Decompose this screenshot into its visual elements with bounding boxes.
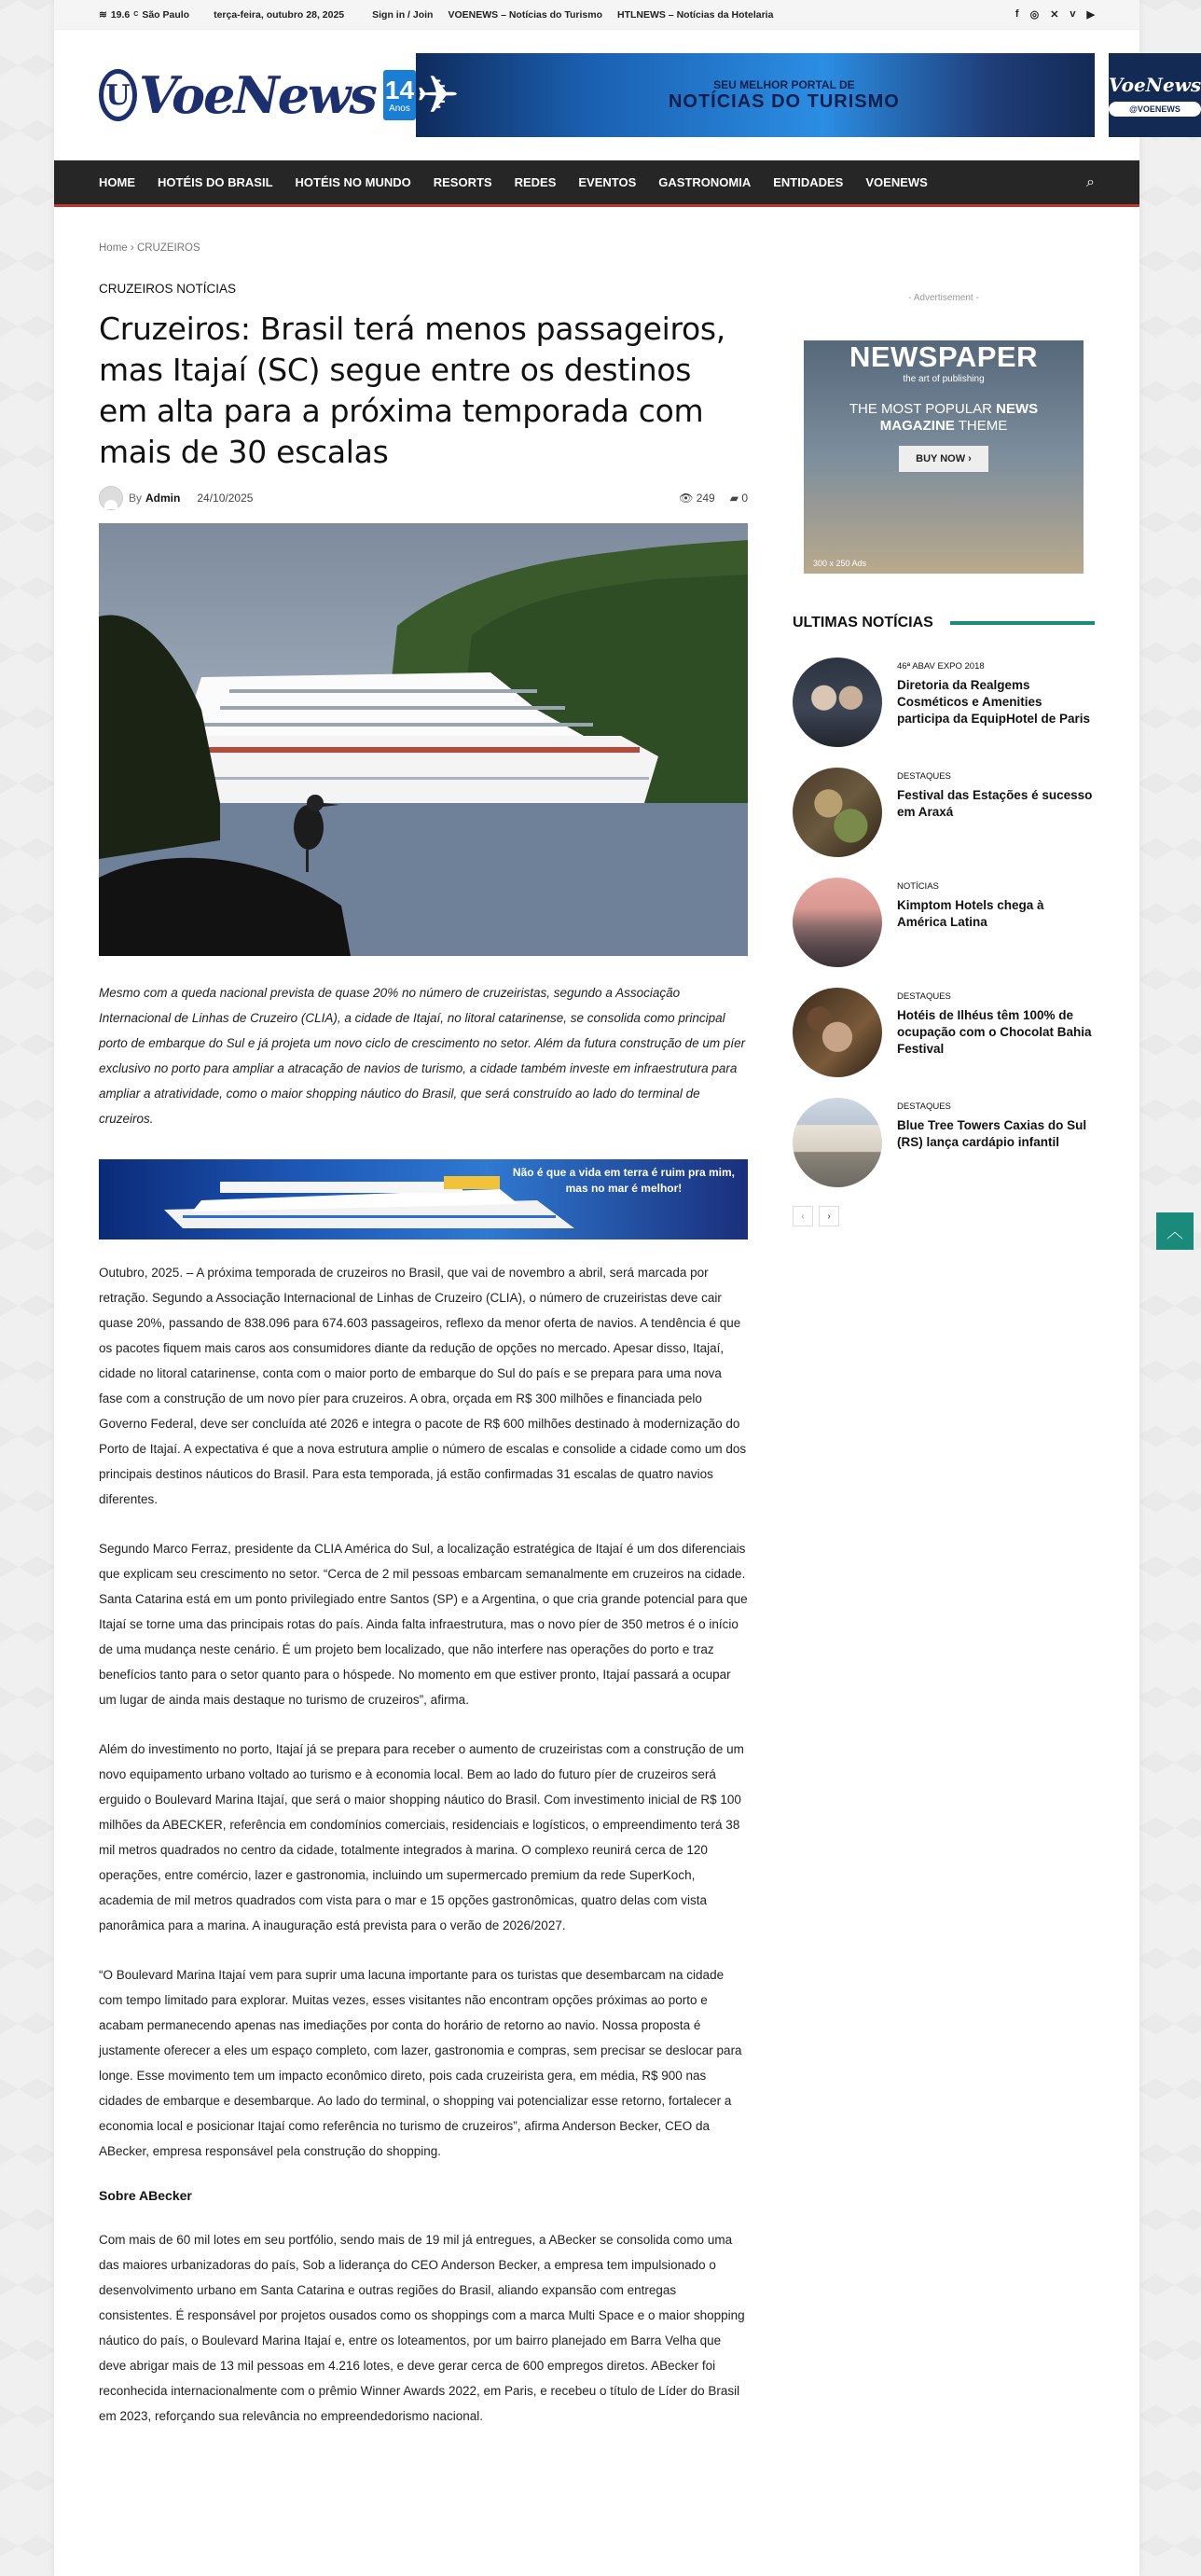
breadcrumb-home[interactable]: Home — [99, 242, 128, 254]
promo-line1: Não é que a vida em terra é ruim pra mim, — [512, 1166, 735, 1179]
promo-line2: mas no mar é melhor! — [565, 1182, 683, 1195]
avatar[interactable] — [99, 486, 123, 510]
latest-news-header — [793, 615, 1095, 631]
page — [54, 0, 1201, 2576]
promo-banner[interactable] — [99, 1159, 748, 1240]
next-page-button[interactable]: › — [819, 1206, 839, 1226]
news-thumbnail[interactable] — [793, 768, 882, 857]
paragraph-2: Segundo Marco Ferraz, presidente da CLIA América do Sul, a localização estratégica de Itajaí é um dos diferenciais que explicam seu crescimento no setor. “Cerca de 2 mil pessoas embarcam semanalmente em cruzeiros na cidade. Santa Catarina está em um ponto privilegiado entre Santos (SP) e a Argentina, o que cria grande potencial para que Itajaí se torne uma das principais rotas do país. Ainda falta infraestrutura, mas o novo píer de 350 metros é o início de uma mudança neste cenário. É um projeto bem localizado, que não interfere nas operações do porto e traz benefícios tanto para o setor quanto para o hóspede. No momento em que estiver pronto, Itajaí passará a ocupar um lugar de ainda mais destaque no turismo de cruzeiros”, afirma. — [99, 1542, 748, 1707]
banner-subtitle: SEU MELHOR PORTAL DE — [713, 77, 855, 91]
eye-icon: 👁 — [679, 492, 694, 505]
ad-tag-bold: NEWS — [996, 401, 1039, 417]
weather-unit: C — [133, 11, 139, 18]
article-meta — [99, 486, 748, 510]
author-link[interactable]: Admin — [145, 492, 181, 505]
article-column — [99, 207, 748, 2429]
paragraph-3: Além do investimento no porto, Itajaí já se prepara para receber o aumento de cruzeiristas com a construção de um novo equipamento urbano voltado ao turismo e à economia local. Bem ao lado do futuro píer de cruzeiros será erguido o Boulevard Marina Itajaí, que será o maior shopping náutico do Brasil. Com investimento inicial de R$ 100 milhões da ABECKER, referência em condomínios comerciais, residenciais e logísticos, o empreendimento terá 38 mil metros quadrados no centro da cidade, totalmente integrados à marina. O complexo reunirá cerca de 120 operações, entre comércio, lazer e gastronomia, incluindo um supermercado premium da rede SuperKoch, academia de mil metros quadrados com vista para o mar e 15 opções gastronômicas, quatro delas com vista panorâmica para a marina. A inauguração está prevista para o verão de 2026/2027. — [99, 1742, 744, 1932]
news-category[interactable]: DESTAQUES — [897, 1101, 951, 1112]
breadcrumb — [99, 242, 748, 254]
news-pager — [793, 1206, 1095, 1226]
sidebar — [793, 207, 1095, 2429]
badge-label: Anos — [389, 103, 410, 114]
article-lead: Mesmo com a queda nacional prevista de quase 20% no número de cruzeiristas, segundo a Associação Internacional de Linhas de Cruzeiro (CLIA), a cidade de Itajaí, no litoral catarinense, se consolida como principal porto de embarque do Sul e já projeta um novo ciclo de crescimento no setor. Além da futura construção de um píer exclusivo no porto para ampliar a atracação de navios de turismo, a cidade também investe em infraestrutura para ampliar a atratividade, como o maior shopping náutico do Brasil, que será construído ao lado do terminal de cruzeiros. — [99, 986, 746, 1126]
ad-tagline — [804, 401, 1084, 435]
views-value: 249 — [696, 492, 715, 505]
weather-temp: 19.6 — [110, 8, 131, 21]
by-label: By — [129, 492, 143, 505]
paragraph-4: “O Boulevard Marina Itajaí vem para suprir uma lacuna importante para os turistas que desembarcam na cidade com tempo limitado para explorar. Muitas vezes, esses visitantes não encontram opções próximas ao porto e acabam permanecendo apenas nas imediações por conta do horário de retorno ao navio. Nossa proposta é justamente oferecer a eles um espaço completo, com lazer, gastronomia e compras, sem precisar se deslocar para longe. Esse movimento tem um impacto econômico direto, pois cada cruzeirista gera, em média, R$ 900 nas cidades de embarque e desembarque. Ao lado do terminal, o shopping vai potencializar esse retorno, fortalecer a economia local e posicionar Itajaí como referência no turismo de cruzeiros”, afirma Anderson Becker, CEO da ABecker, empresa responsável pela construção do shopping. — [99, 1968, 742, 2158]
badge-number: 14 — [384, 75, 415, 104]
ad-size: 300 x 250 Ads — [813, 559, 867, 568]
nav-redes[interactable]: REDES — [514, 175, 557, 189]
latest-news-divider — [950, 621, 1095, 625]
weather-widget — [99, 9, 189, 21]
search-icon[interactable]: ⌕ — [1086, 173, 1095, 190]
article-category[interactable]: CRUZEIROS NOTÍCIAS — [99, 282, 237, 296]
news-category[interactable]: DESTAQUES — [897, 991, 951, 1002]
news-thumbnail[interactable] — [793, 1098, 882, 1187]
banner-title: NOTÍCIAS DO TURISMO — [668, 90, 900, 112]
ad-tag-part3: THEME — [958, 418, 1008, 434]
chevron-right-icon: › — [968, 453, 972, 464]
news-thumbnail[interactable] — [793, 878, 882, 967]
views-count — [679, 492, 715, 505]
paragraph-5: Com mais de 60 mil lotes em seu portfólio, sendo mais de 19 mil já entregues, a ABecker se consolida como uma das maiores urbanizadoras do país, Sob a liderança do CEO Anderson Becker, a empresa tem impulsionado o desenvolvimento urbano em Santa Catarina e outras regiões do Brasil, aliando expansão com entregas consistentes. É responsável por projetos ousados como os shoppings com a marca Multi Space e o maior shopping náutico do país, o Boulevard Marina Itajaí e, entre os loteamentos, por um bairro planejado em Barra Velha que deve abrigar mais de 13 mil pessoas em 4.216 lotes, e deve gerar cerca de 600 empregos diretos. ABecker foi reconhecida internacionalmente com o prêmio Winner Awards 2022, em Paris, e recebeu o título de Líder do Brasil em 2023, reforçando sua relevância no empreendedorismo nacional. — [99, 2233, 745, 2423]
news-thumbnail[interactable] — [793, 988, 882, 1077]
back-to-top-button[interactable] — [1156, 1212, 1194, 1250]
news-title[interactable]: Hotéis de Ilhéus têm 100% de ocupação com o Chocolat Bahia Festival — [897, 1008, 1092, 1056]
list-item[interactable] — [793, 878, 1095, 967]
ad-subtitle: the art of publishing — [903, 374, 985, 384]
logo-mark: U — [99, 69, 137, 121]
airplane-icon: ✈ — [416, 65, 460, 124]
site-header — [54, 30, 1201, 160]
news-title[interactable]: Diretoria da Realgems Cosméticos e Amenities participa da EquipHotel de Paris — [897, 678, 1091, 726]
ad-buy-label: BUY NOW — [916, 453, 966, 464]
paragraph-1: Outubro, 2025. – A próxima temporada de cruzeiros no Brasil, que vai de novembro a abril, será marcada por retração. Segundo a Associação Internacional de Linhas de Cruzeiro (CLIA), o número de cruzeiristas deve cair quase 20%, passando de 838.096 para 674.603 passageiros, reflexo da menor oferta de navios. A tendência é que os pacotes fiquem mais caros aos consumidores diante da redução de opções no mercado. Apesar disso, Itajaí, cidade no litoral catarinense, conta com o maior porto de embarque do Sul do país e se prepara para uma nova fase com a construção de um novo píer para cruzeiros. A obra, orçada em R$ 300 milhões e financiada pelo Governo Federal, deve ser concluída até 2026 e integra o pacote de R$ 600 milhões destinado à modernização do Porto de Itajaí. A expectativa é que a nova estrutura amplie o número de escalas e consolide a cidade como um dos principais destinos náuticos do Brasil. Para esta temporada, já estão confirmadas 31 escalas de quatro navios diferentes. — [99, 1266, 747, 1506]
news-category[interactable]: DESTAQUES — [897, 771, 951, 782]
list-item[interactable] — [793, 658, 1095, 747]
nav-home[interactable]: HOME — [99, 175, 135, 189]
current-date: terça-feira, outubro 28, 2025 — [214, 8, 345, 21]
weather-city: São Paulo — [142, 8, 190, 21]
news-title[interactable]: Festival das Estações é sucesso em Araxá — [897, 788, 1093, 819]
nav-hoteis-mundo[interactable]: HOTÉIS NO MUNDO — [295, 175, 411, 189]
latest-news-title: ULTIMAS NOTÍCIAS — [793, 615, 933, 630]
nav-gastronomia[interactable]: GASTRONOMIA — [658, 175, 752, 189]
ad-label: - Advertisement - — [908, 293, 979, 303]
section-heading-abecker: Sobre ABecker — [99, 2188, 192, 2203]
news-thumbnail[interactable] — [793, 658, 882, 747]
news-category[interactable]: 46ª ABAV EXPO 2018 — [897, 661, 985, 672]
news-category[interactable]: NOTÍCIAS — [897, 881, 939, 892]
facebook-icon[interactable]: f — [1015, 8, 1019, 20]
breadcrumb-current[interactable]: CRUZEIROS — [136, 242, 200, 254]
youtube-icon[interactable]: ▶ — [1086, 9, 1095, 21]
chevron-up-icon: ︿ — [1166, 1223, 1183, 1241]
news-title[interactable]: Blue Tree Towers Caxias do Sul (RS) lança cardápio infantil — [897, 1118, 1087, 1149]
news-title[interactable]: Kimptom Hotels chega à América Latina — [897, 898, 1044, 929]
x-twitter-icon[interactable]: ✕ — [1050, 9, 1059, 21]
weather-icon: ≋ — [99, 8, 107, 21]
breadcrumb-separator: › — [130, 242, 134, 254]
ad-tag-part2: MAGAZINE — [879, 418, 955, 434]
top-bar — [54, 0, 1139, 30]
list-item[interactable] — [793, 988, 1095, 1077]
sidebar-ad[interactable] — [804, 340, 1084, 574]
banner-brand: VoeNews — [1108, 74, 1201, 96]
latest-news-list — [793, 658, 1095, 1187]
main-nav — [54, 160, 1139, 207]
nav-resorts[interactable]: RESORTS — [433, 175, 492, 189]
banner-handle: @VOENEWS — [1109, 102, 1201, 117]
comments-count[interactable] — [730, 492, 748, 505]
article-date: 24/10/2025 — [197, 492, 254, 505]
nav-eventos[interactable]: EVENTOS — [578, 175, 637, 189]
nav-entidades[interactable]: ENTIDADES — [773, 175, 844, 189]
header-banner[interactable] — [416, 53, 1201, 137]
htlnews-link[interactable]: HTLNEWS – Notícias da Hotelaria — [616, 8, 774, 21]
nav-hoteis-brasil[interactable]: HOTÉIS DO BRASIL — [158, 175, 273, 189]
voenews-link[interactable]: VOENEWS – Notícias do Turismo — [448, 8, 602, 21]
anniversary-badge — [383, 70, 416, 120]
ad-tag-part1: THE MOST POPULAR — [849, 401, 992, 417]
list-item[interactable] — [793, 1098, 1095, 1187]
nav-voenews[interactable]: VOENEWS — [865, 175, 928, 189]
comment-icon: ▰ — [729, 492, 739, 505]
list-item[interactable] — [793, 768, 1095, 857]
comments-value: 0 — [741, 492, 748, 505]
ad-buy-button[interactable] — [899, 446, 988, 472]
article-title: Cruzeiros: Brasil terá menos passageiros, mas Itajaí (SC) segue entre os destinos em alta para a próxima temporada com mais de 30 escalas — [99, 311, 725, 470]
prev-page-button[interactable]: ‹ — [793, 1206, 813, 1226]
article-body — [99, 1260, 748, 2429]
content-area — [54, 207, 1139, 2429]
hero-image — [99, 523, 748, 956]
ad-title: NEWSPAPER — [849, 340, 1038, 373]
site-logo[interactable] — [99, 65, 416, 125]
instagram-icon[interactable]: ◎ — [1029, 9, 1040, 21]
signin-link[interactable]: Sign in / Join — [372, 8, 434, 21]
logo-text: VoeNews — [139, 65, 376, 125]
social-links — [1015, 8, 1095, 21]
vimeo-icon[interactable]: v — [1070, 8, 1076, 20]
